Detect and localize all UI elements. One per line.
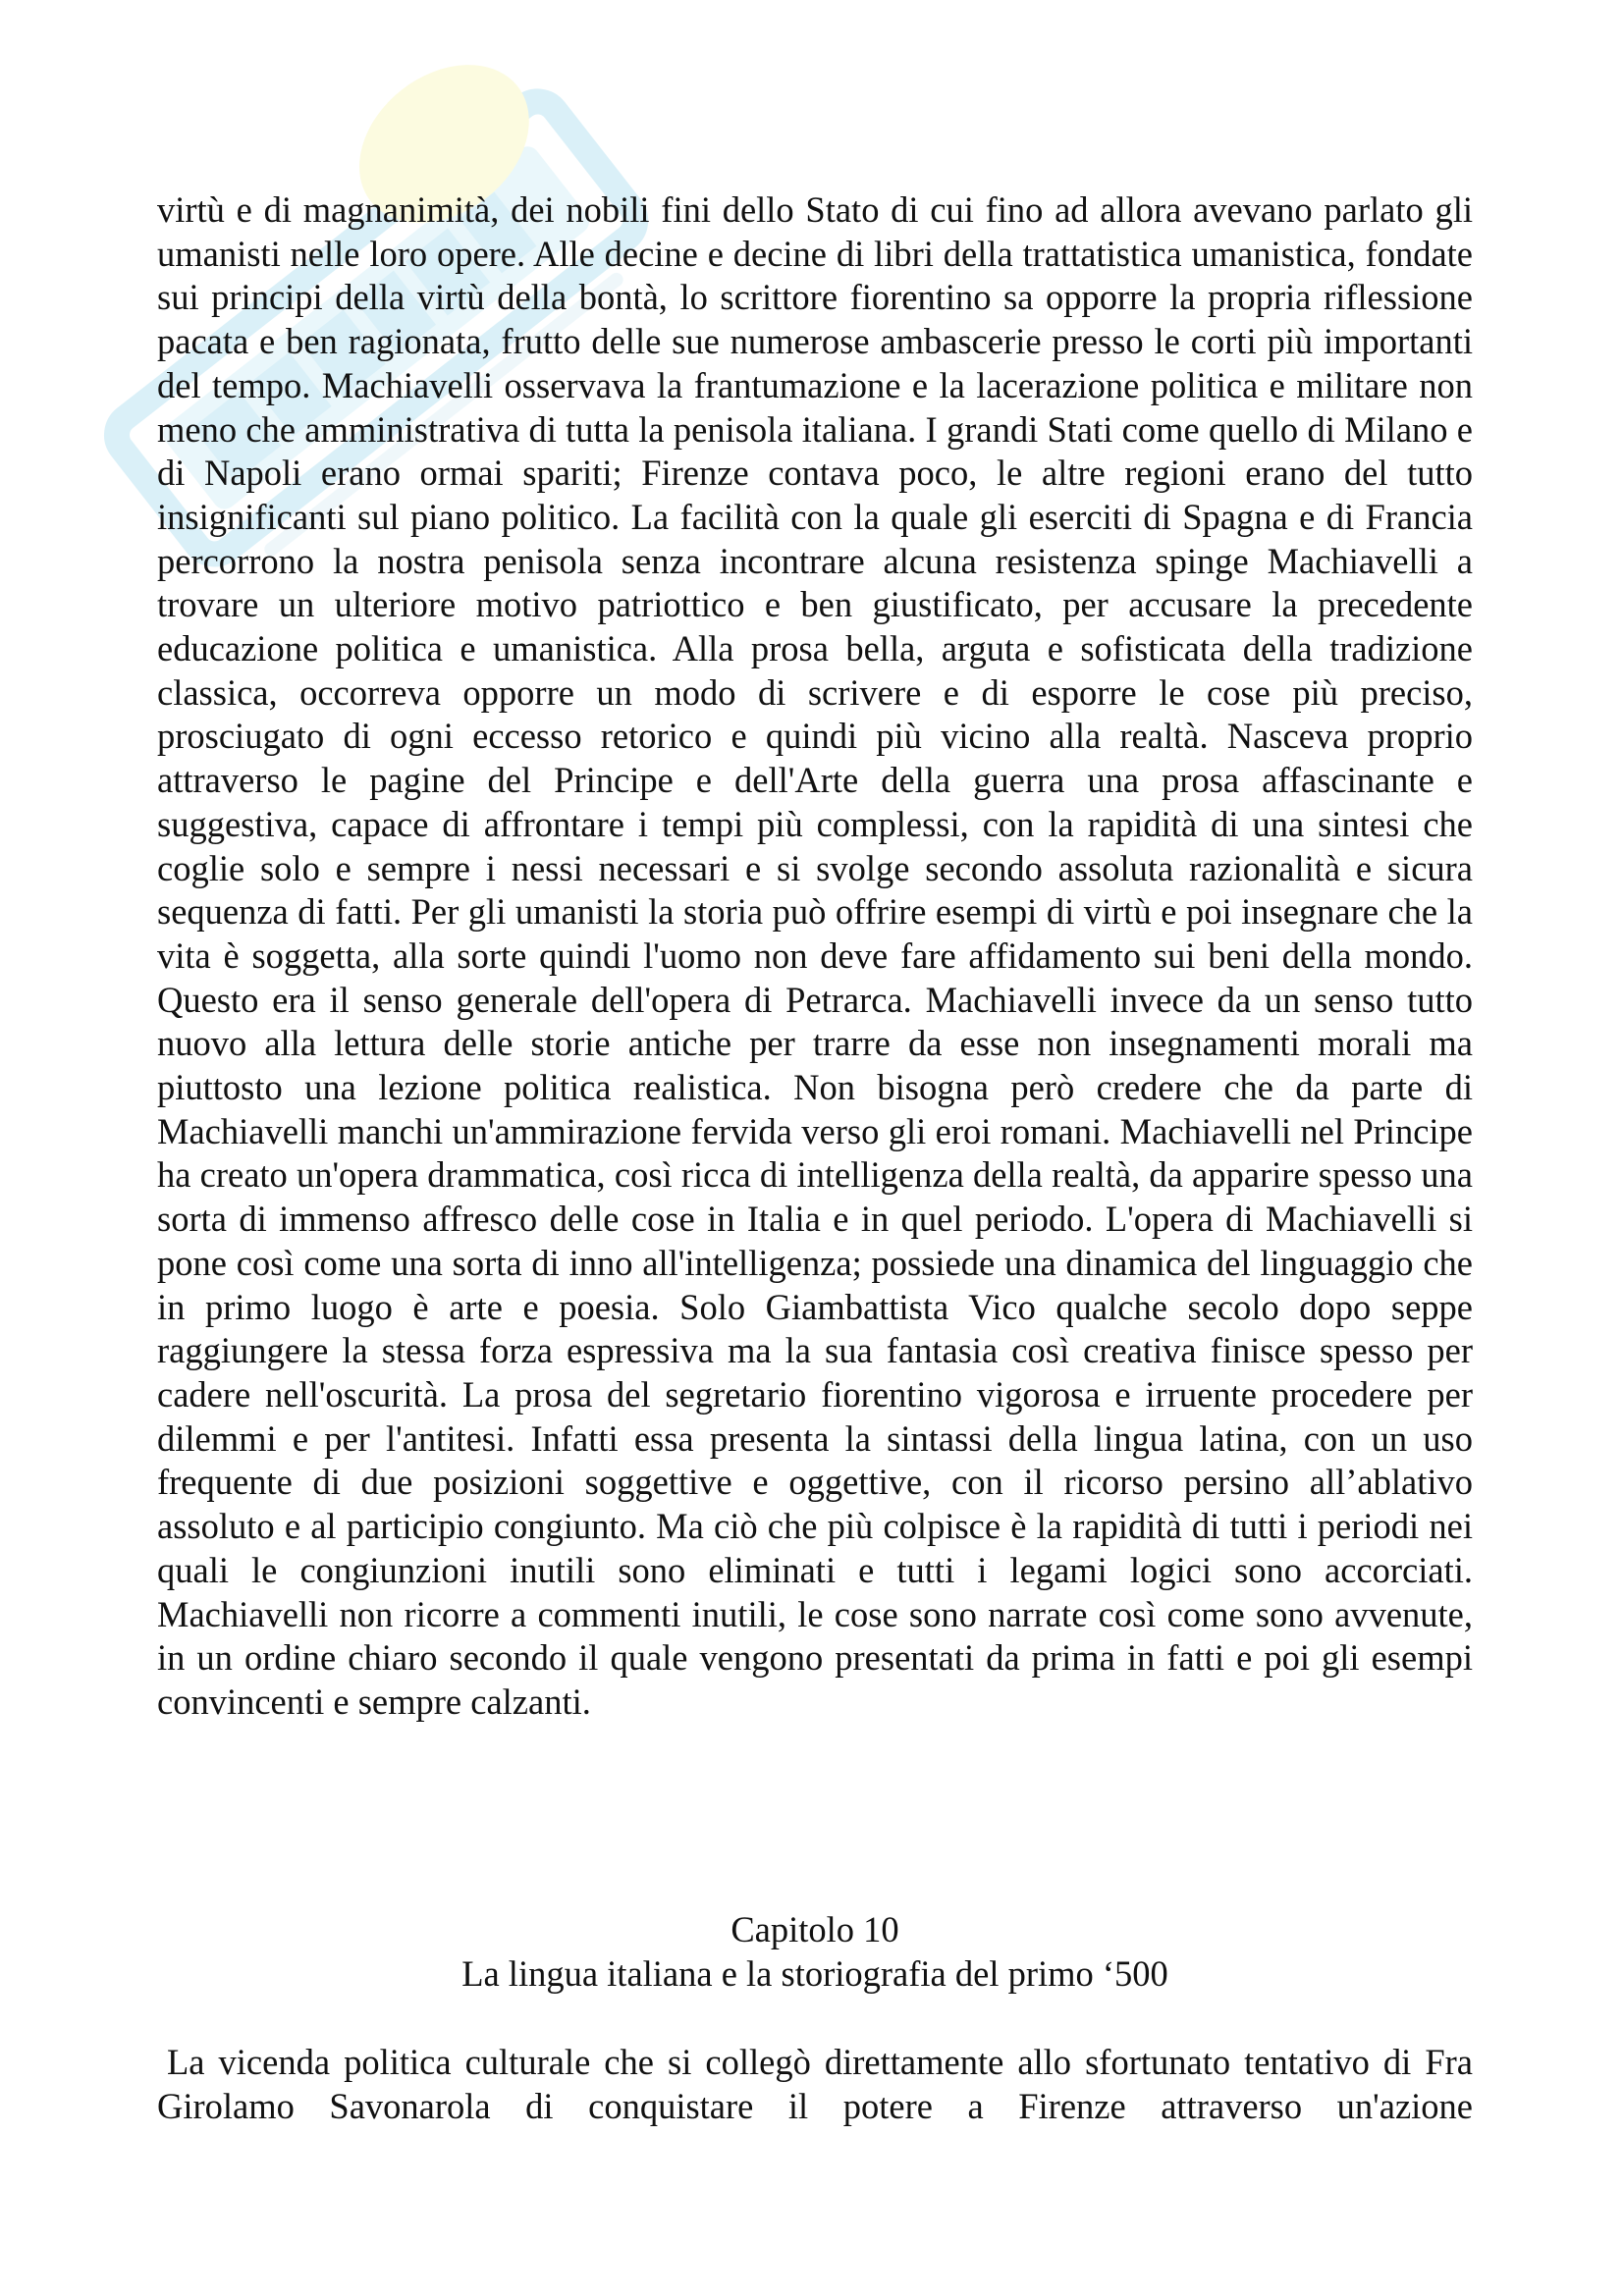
chapter-heading bbox=[157, 1908, 1473, 1996]
chapter-number: Capitolo 10 bbox=[730, 1909, 899, 1949]
chapter-intro-paragraph: La vicenda politica culturale che si collegò direttamente allo sfortunato tentativo di Fra Girolamo Savonarola di conquistare il potere a Firenze attraverso un'azione bbox=[157, 2042, 1473, 2126]
body-paragraph: virtù e di magnanimità, dei nobili fini dello Stato di cui fino ad allora avevano parlato gli umanisti nelle loro opere. Alle decine e decine di libri della trattatistica umanistica, fondate sui principi della virtù della bontà, lo scrittore fiorentino sa opporre la propria riflessione pacata e ben ragionata, frutto delle sue numerose ambascerie presso le corti più importanti del tempo. Machiavelli osservava la frantumazione e la lacerazione politica e militare non meno che amministrativa di tutta la penisola italiana. I grandi Stati come quello di Milano e di Napoli erano ormai spariti; Firenze contava poco, le altre regioni erano del tutto insignificanti sul piano politico. La facilità con la quale gli eserciti di Spagna e di Francia percorrono la nostra penisola senza incontrare alcuna resistenza spinge Machiavelli a trovare un ulteriore motivo patriottico e ben giustificato, per accusare la precedente educazione politica e umanistica. Alla prosa bella, arguta e sofisticata della tradizione classica, occorreva opporre un modo di scrivere e di esporre le cose più preciso, prosciugato di ogni eccesso retorico e quindi più vicino alla realtà. Nasceva proprio attraverso le pagine del Principe e dell'Arte della guerra una prosa affascinante e suggestiva, capace di affrontare i tempi più complessi, con la rapidità di una sintesi che coglie solo e sempre i nessi necessari e si svolge secondo assoluta razionalità e sicura sequenza di fatti. Per gli umanisti la storia può offrire esempi di virtù e poi insegnare che la vita è soggetta, alla sorte quindi l'uomo non deve fare affidamento sui beni della mondo. Questo era il senso generale dell'opera di Petrarca. Machiavelli invece da un senso tutto nuovo alla lettura delle storie antiche per trarre da esse non insegnamenti morali ma piuttosto una lezione politica realistica. Non bisogna però credere che da parte di Machiavelli manchi un'ammirazione fervida verso gli eroi romani. Machiavelli nel Principe ha creato un'opera drammatica, così ricca di intelligenza della realtà, da apparire spesso una sorta di immenso affresco delle cose in Italia e in quel periodo. L'opera di Machiavelli si pone così come una sorta di inno all'intelligenza; possiede una dinamica del linguaggio che in primo luogo è arte e poesia. Solo Giambattista Vico qualche secolo dopo seppe raggiungere la stessa forza espressiva ma la sua fantasia così creativa finisce spesso per cadere nell'oscurità. La prosa del segretario fiorentino vigorosa e irruente procedere per dilemmi e per l'antitesi. Infatti essa presenta la sintassi della lingua latina, con un uso frequente di due posizioni soggettive e oggettive, con il ricorso persino all’ablativo assoluto e al participio congiunto. Ma ciò che più colpisce è la rapidità di tutti i periodi nei quali le congiunzioni inutili sono eliminati e tutti i legami logici sono accorciati. Machiavelli non ricorre a commenti inutili, le cose sono narrate così come sono avvenute, in un ordine chiaro secondo il quale vengono presentati da prima in fatti e poi gli esempi convincenti e sempre calzanti. bbox=[157, 189, 1473, 1722]
chapter-title: La lingua italiana e la storiografia del primo ‘500 bbox=[461, 1952, 1168, 1994]
